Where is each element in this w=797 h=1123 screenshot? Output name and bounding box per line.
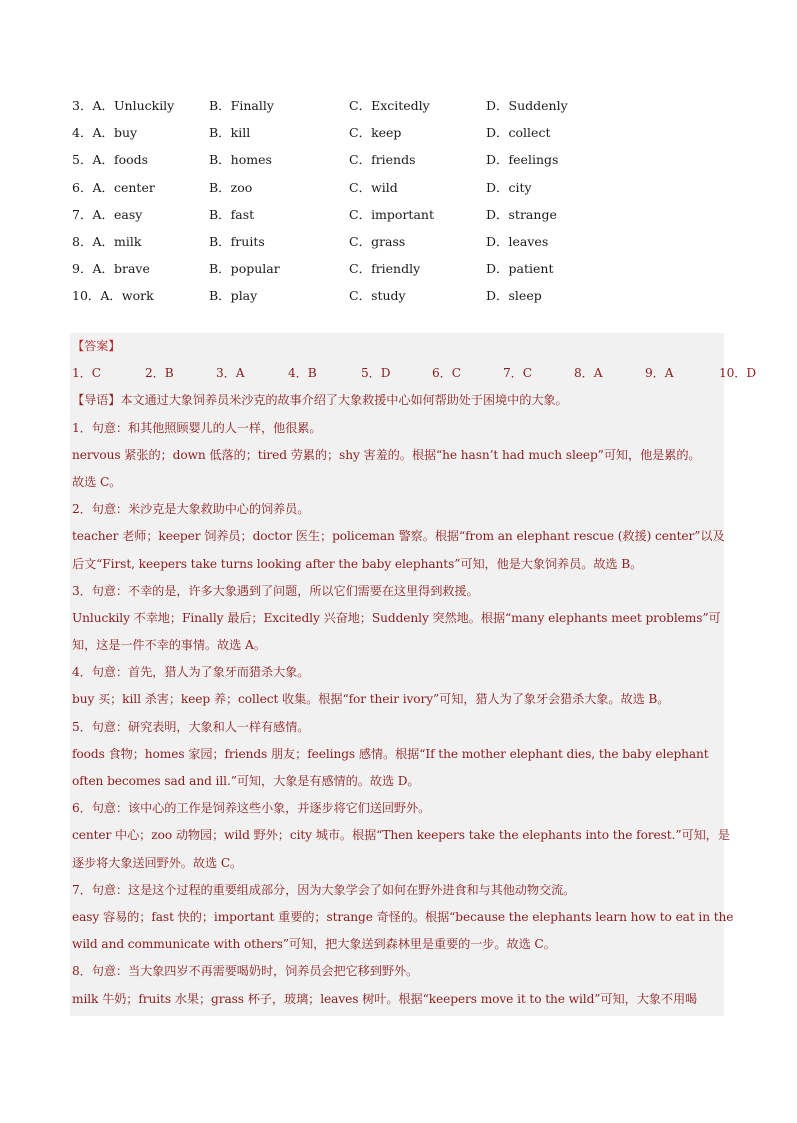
option-a: 8．A．milk [72,233,142,249]
option-b: B．Finally [209,98,274,113]
option-b: B．fruits [209,233,265,249]
explanation-line: 1．句意：和其他照顾婴儿的人一样，他很累。 [72,420,322,435]
option-d: D．city [486,179,532,195]
question-options-row [72,119,732,146]
option-b: B．play [209,288,258,304]
option-c: C．Excitedly [349,98,430,113]
answer-explanation-section [70,333,757,1016]
explanation-line: milk 牛奶；fruits 水果；grass 杯子，玻璃；leaves 树叶。根据“keepers move it to the wild”可知，大象不用喝 [72,991,698,1006]
option-a: 9．A．brave [72,261,150,277]
option-a: 3．A．Unluckily [72,98,175,113]
answer-heading: 【答案】 [72,339,121,353]
option-d: D．collect [486,125,551,141]
option-c: C．friendly [349,261,421,277]
option-c: C．study [349,288,406,304]
option-c: C．grass [349,233,406,249]
answer-key: 3．A [216,366,245,381]
answer-key: 5．D [361,366,391,381]
explanation-line: nervous 紧张的；down 低落的；tired 劳累的；shy 害羞的。根据“he hasn’t had much sleep”可知，他是累的。 [72,447,701,462]
question-options-row [72,228,732,255]
explanation-line: 逐步将大象送回野外。故选 C。 [72,855,243,870]
answer-key: 10．D [719,366,757,381]
option-b: B．fast [209,206,255,222]
question-options-row [72,174,732,201]
option-d: D．patient [486,261,554,277]
question-options-row [72,146,732,173]
answer-key-list [70,360,757,387]
explanation-line: buy 买；kill 杀害；keep 养；collect 收集。根据“for their ivory”可知，猎人为了象牙会猎杀大象。故选 B。 [72,692,670,707]
question-options-row [72,255,732,282]
answer-key: 7．C [503,366,532,381]
option-d: D．leaves [486,233,549,249]
option-d: D．Suddenly [486,98,568,113]
answer-key: 2．B [145,366,174,381]
option-b: B．homes [209,152,272,168]
option-c: C．important [349,206,434,222]
explanation-line: 2．句意：米沙克是大象救助中心的饲养员。 [72,502,310,517]
explanation-line: 7．句意：这是这个过程的重要组成部分，因为大象学会了如何在野外进食和与其他动物交流。 [72,882,576,897]
explanation-line: 故选 C。 [72,474,122,489]
explanation-line: 6．句意：该中心的工作是饲养这些小象，并逐步将它们送回野外。 [72,801,431,816]
explanation-line: often becomes sad and ill.”可知，大象是有感情的。故选 D。 [72,774,420,788]
explanation-line: easy 容易的；fast 快的；important 重要的；strange 奇怪的。根据“because the elephants learn how to eat in the [72,909,734,924]
option-d: D．strange [486,206,557,222]
option-a: 10．A．work [72,288,154,304]
explanation-line: 5．句意：研究表明，大象和人一样有感情。 [72,719,310,734]
option-d: D．feelings [486,152,559,168]
explanation-line: 4．句意：首先，猎人为了象牙而猎杀大象。 [72,665,310,680]
option-a: 4．A．buy [72,125,138,141]
explanation-line: 后文“First, keepers take turns looking after the baby elephants”可知，他是大象饲养员。故选 B。 [72,556,643,571]
question-options-row [72,92,732,119]
option-b: B．kill [209,125,251,141]
explanation-line: 【导语】本文通过大象饲养员米沙克的故事介绍了大象救援中心如何帮助处于困境中的大象。 [72,393,568,408]
answer-key: 9．A [645,366,674,381]
option-c: C．wild [349,179,398,195]
answer-key: 1．C [72,366,101,381]
option-a: 5．A．foods [72,152,149,168]
explanation-line: wild and communicate with others”可知，把大象送到森林里是重要的一步。故选 C。 [72,937,556,952]
explanation-line: center 中心；zoo 动物园；wild 野外；city 城市。根据“Then keepers take the elephants into the forest.”可知，是 [72,828,730,843]
option-d: D．sleep [486,288,542,304]
explanation-line: 8．句意：当大象四岁不再需要喝奶时，饲养员会把它移到野外。 [72,964,419,979]
explanation-line: teacher 老师；keeper 饲养员；doctor 医生；policeman 警察。根据“from an elephant rescue (救援) center”以及 [72,529,725,544]
option-a: 6．A．center [72,179,155,195]
question-options-row [72,201,732,228]
option-b: B．popular [209,261,280,277]
explanation-line: Unluckily 不幸地；Finally 最后；Excitedly 兴奋地；Suddenly 突然地。根据“many elephants meet problems”可 [72,610,721,625]
answer-key: 6．C [432,366,461,381]
option-c: C．friends [349,152,416,168]
option-b: B．zoo [209,179,253,195]
answer-options-table [72,92,732,310]
answer-key: 4．B [288,366,317,381]
question-options-row [72,282,732,309]
option-c: C．keep [349,125,402,141]
explanation-line: foods 食物；homes 家园；friends 朋友；feelings 感情。根据“If the mother elephant dies, the baby elephant [72,746,709,761]
option-a: 7．A．easy [72,206,143,222]
explanation-line: 知，这是一件不幸的事情。故选 A。 [72,638,266,653]
answer-key: 8．A [574,366,603,381]
explanation-line: 3．句意：不幸的是，许多大象遇到了问题，所以它们需要在这里得到救援。 [72,583,479,598]
